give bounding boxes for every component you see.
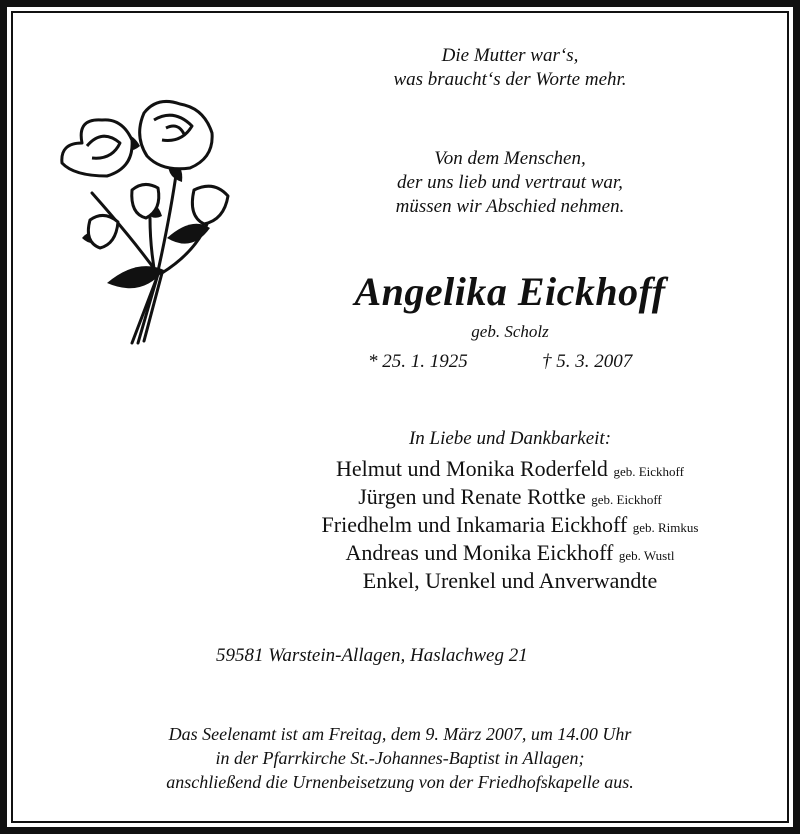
mourner-name: Helmut und Monika Roderfeld bbox=[336, 456, 608, 481]
mourner-maiden-name: geb. Wustl bbox=[618, 548, 675, 563]
maiden-name: geb. Scholz bbox=[471, 322, 549, 341]
mourner-name: Jürgen und Renate Rottke bbox=[358, 484, 586, 509]
service-notice-line: Das Seelenamt ist am Freitag, dem 9. März 2007, um 14.00 Uhr bbox=[168, 724, 632, 744]
verse-line: was braucht‘s der Worte mehr. bbox=[393, 69, 627, 90]
mourner-entry bbox=[110, 567, 800, 595]
mourner-entry bbox=[110, 511, 800, 542]
mourner-entry bbox=[110, 539, 800, 570]
mourner-maiden-name: geb. Eickhoff bbox=[613, 464, 684, 479]
address: 59581 Warstein-Allagen, Haslachweg 21 bbox=[216, 645, 528, 666]
mourners-intro: In Liebe und Dankbarkeit: bbox=[408, 428, 612, 449]
verse-line: Die Mutter war‘s, bbox=[441, 45, 579, 66]
mourner-entry bbox=[110, 455, 800, 486]
deceased-name: Angelika Eickhoff bbox=[354, 269, 666, 314]
mourner-maiden-name: geb. Eickhoff bbox=[591, 492, 662, 507]
mourner-maiden-name: geb. Rimkus bbox=[632, 520, 699, 535]
death-date: † 5. 3. 2007 bbox=[542, 351, 633, 372]
service-notice-line: in der Pfarrkirche St.-Johannes-Baptist in Allagen; bbox=[215, 748, 585, 768]
mourner-entry bbox=[110, 483, 800, 514]
birth-date: * 25. 1. 1925 bbox=[368, 351, 468, 372]
verse-line: Von dem Menschen, bbox=[434, 148, 586, 169]
verse-line: müssen wir Abschied nehmen. bbox=[395, 196, 625, 217]
mourner-name: Andreas und Monika Eickhoff bbox=[345, 540, 614, 565]
mourner-name: Friedhelm und Inkamaria Eickhoff bbox=[321, 512, 628, 537]
verse-line: der uns lieb und vertraut war, bbox=[397, 172, 623, 193]
service-notice-line: anschließend die Urnenbeisetzung von der Friedhofskapelle aus. bbox=[166, 772, 634, 792]
mourner-name: Enkel, Urenkel und Anverwandte bbox=[362, 568, 658, 593]
